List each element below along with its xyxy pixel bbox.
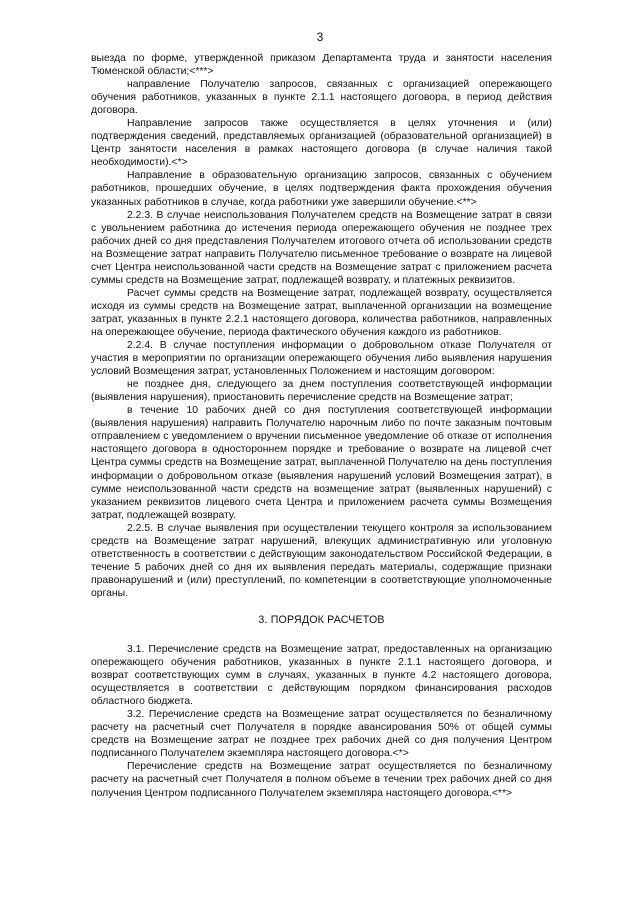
paragraph: направление Получателю запросов, связанных с организацией опережающего обучения работников, указанных в пункте 2.1.1 настоящего договора, в период действия договора. [91, 79, 552, 117]
document-body [91, 52, 552, 800]
paragraph: 3.2. Перечисление средств на Возмещение затрат осуществляется по безналичному расчету на расчетный счет Получателя в порядке авансирования 50% от общей суммы средств на Возмещение затрат не позднее трех рабочих дней со дня получения Центром подписанного Получателем экземпляра настоящего договора.<*> [91, 709, 552, 760]
section-3-body [91, 643, 552, 800]
paragraph: 2.2.5. В случае выявления при осуществлении текущего контроля за использованием средств на Возмещение затрат нарушений, влекущих административную или уголовную ответственность в соответствии с действующим законодательством Российской Федерации, в течение 5 рабочих дней со дня их выявления передать материалы, содержащие признаки правонарушений и (или) преступлений, по компетенции в соответствующие уполномоченные органы. [91, 522, 552, 599]
paragraph: Направление запросов также осуществляется в целях уточнения и (или) подтверждения сведений, представляемых организацией (образовательной организацией) в Центр занятости населения в рамках настоящего договора (в случае наличия такой необходимости).<*> [91, 118, 552, 169]
paragraph: не позднее дня, следующего за днем поступления соответствующей информации (выявления нарушения), приостановить перечисление средств на Возмещение затрат; [91, 379, 552, 404]
paragraph: Расчет суммы средств на Возмещение затрат, подлежащей возврату, осуществляется исходя из суммы средств на Возмещение затрат, выплаченной организации на возмещение затрат, указанных в пункте 2.2.1 настоящего договора, количества работников, направленных на опережающее обучение, периода фактического обучения каждого из работников. [91, 287, 552, 338]
paragraph: в течение 10 рабочих дней со дня поступления соответствующей информации (выявления нарушения) направить Получателю нарочным либо по почте заказным почтовым отправлением с уведомлением о вручении письменное уведомление об отказе от исполнения настоящего договора в одностороннем порядке и требование о возврате на лицевой счет Центра суммы средств на Возмещение затрат, выплаченной Получателю на день поступления информации о добровольном отказе (выявления нарушений условий Возмещения затрат), в сумме неиспользованной части средств на возмещение затрат (выявленных нарушений) с указанием реквизитов лицевого счета Центра и приложением расчета суммы Возмещения затрат, подлежащей возврату. [91, 405, 552, 521]
paragraph: 3.1. Перечисление средств на Возмещение затрат, предоставленных на организацию опережающего обучения работников, указанных в пункте 2.1.1 настоящего договора, и возврат соответствующих сумм в случаях, указанных в пункте 4.2 настоящего договора, осуществляется в соответствии с действующим порядком финансирования расходов областного бюджета. [91, 644, 552, 708]
paragraph: 2.2.3. В случае неиспользования Получателем средств на Возмещение затрат в связи с увольнением работника до истечения периода опережающего обучения не позднее трех рабочих дней со дня представления Получателем итогового отчета об использовании средств на Возмещение затрат направить Получателю письменное требование о возврате на лицевой счет Центра неиспользованной части средств на Возмещение затрат с приложением расчета суммы средств на Возмещение затрат, подлежащей возврату, и платежных реквизитов. [91, 209, 552, 286]
page-number: 3 [316, 30, 324, 44]
paragraph: 2.2.4. В случае поступления информации о добровольном отказе Получателя от участия в мероприятии по организации опережающего обучения либо выявления нарушения условий Возмещения затрат, установленных Положением и настоящим договором: [91, 340, 552, 378]
paragraph: выезда по форме, утвержденной приказом Департамента труда и занятости населения Тюменской области;<***> [91, 53, 552, 78]
section-heading: 3. ПОРЯДОК РАСЧЕТОВ [258, 613, 385, 626]
paragraph: Перечисление средств на Возмещение затрат осуществляется по безналичному расчету на расчетный счет Получателя в полном объеме в течении трех рабочих дней со дня получения Центром подписанного Получателем экземпляра настоящего договора.<**> [91, 761, 552, 799]
section-2-continuation [91, 52, 552, 600]
paragraph: Направление в образовательную организацию запросов, связанных с обучением работников, прошедших обучение, в целях подтверждения факта прохождения обучения указанных работников в случае, когда работники уже завершили обучение.<**> [91, 170, 552, 208]
